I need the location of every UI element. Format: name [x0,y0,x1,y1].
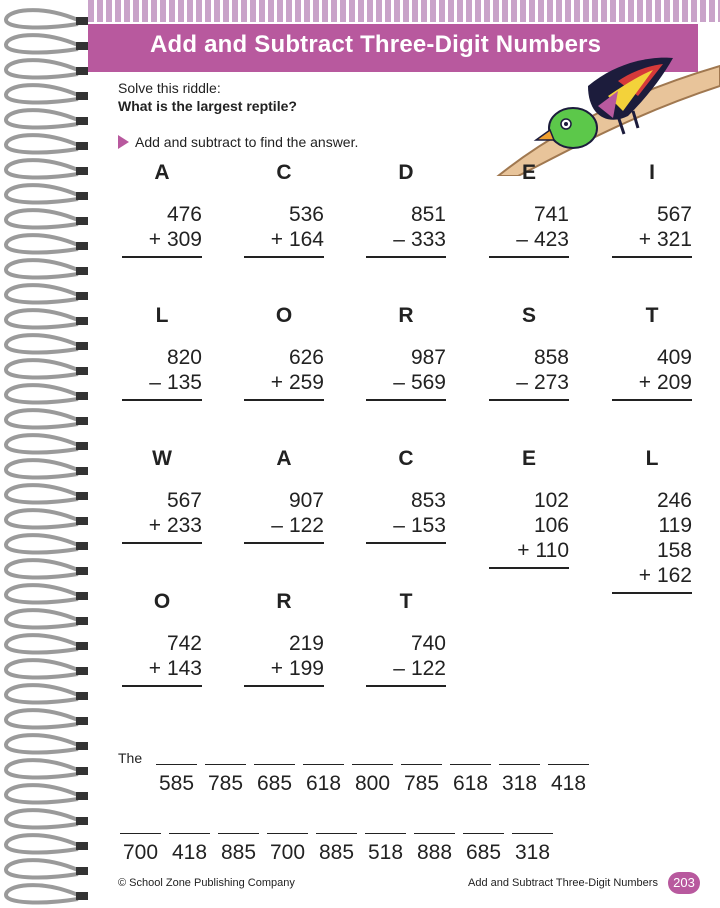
letter-blank[interactable] [316,827,357,834]
answer-line [612,399,692,402]
operator: – [516,228,528,251]
answer-cell [397,758,446,796]
letter-blank[interactable] [352,758,393,765]
spiral-hole [76,192,88,200]
operand: 143 [166,657,202,680]
problem-number [366,513,446,538]
spiral-hole [76,742,88,750]
answer-line [244,685,324,688]
operator: + [270,371,283,394]
spiral-hole [76,717,88,725]
problem-number [366,202,446,227]
letter-blank[interactable] [218,827,259,834]
problem-number [489,488,569,513]
problem-number [122,488,202,513]
answer-cell [152,758,201,796]
spiral-ring [6,510,78,527]
problem-number [244,227,324,252]
answer-cell [263,827,312,865]
operand: 851 [410,203,446,226]
problem-number [612,538,692,563]
operand: 110 [535,539,569,562]
problem-14 [489,444,569,570]
answer-line [489,399,569,402]
spiral-hole [76,167,88,175]
operand: 409 [656,346,692,369]
spiral-hole [76,117,88,125]
spiral-hole [76,92,88,100]
answer-number: 685 [465,841,502,864]
answer-line [122,542,202,545]
spiral-ring [6,660,78,677]
answer-number: 785 [403,772,440,795]
letter-blank[interactable] [205,758,246,765]
problem-letter: R [398,304,414,327]
answer-cell [312,827,361,865]
operand: 536 [288,203,324,226]
answer-line [366,542,446,545]
operand: 987 [410,346,446,369]
operator: – [516,371,528,394]
problem-number [122,227,202,252]
answer-line [489,256,569,259]
problem-9 [489,301,569,402]
problem-16 [122,587,202,688]
spiral-ring [6,85,78,102]
spiral-hole [76,642,88,650]
spiral-ring [6,760,78,777]
problem-number [366,631,446,656]
problem-number [244,631,324,656]
spiral-binding [0,0,100,908]
spiral-hole [76,542,88,550]
spiral-hole [76,842,88,850]
problem-4 [489,158,569,259]
copyright: © School Zone Publishing Company [118,877,295,889]
operator: – [149,371,161,394]
spiral-ring [6,885,78,902]
problem-10 [612,301,692,402]
operand: 853 [410,489,446,512]
answer-cell [201,758,250,796]
spiral-hole [76,417,88,425]
operand: 122 [410,657,446,680]
answer-cell [214,827,263,865]
operand: 153 [410,514,446,537]
spiral-hole [76,617,88,625]
spiral-ring [6,835,78,852]
letter-blank[interactable] [401,758,442,765]
operand: 102 [533,489,569,512]
problem-number [366,488,446,513]
spiral-hole [76,367,88,375]
spiral-hole [76,792,88,800]
problem-number [366,227,446,252]
answer-line [612,256,692,259]
answer-cell [299,758,348,796]
problem-number [489,227,569,252]
problem-6 [122,301,202,402]
problem-letter: O [153,590,171,613]
operand: 106 [533,514,569,537]
operand: 333 [410,228,446,251]
operator: + [148,657,161,680]
spiral-ring [6,60,78,77]
operand: 820 [166,346,202,369]
problem-number [612,345,692,370]
answer-line [122,685,202,688]
problem-15 [612,444,692,595]
problem-13 [366,444,446,545]
spiral-ring [6,110,78,127]
spiral-ring [6,810,78,827]
letter-blank[interactable] [267,827,308,834]
answer-cell [250,758,299,796]
letter-blank[interactable] [414,827,455,834]
problem-18 [366,587,446,688]
answer-line [366,256,446,259]
problem-number [122,513,202,538]
problem-2 [244,158,324,259]
problem-letter: T [399,590,413,613]
problem-17 [244,587,324,688]
operator: + [638,228,651,251]
letter-blank[interactable] [303,758,344,765]
letter-blank[interactable] [463,827,504,834]
problem-number [489,202,569,227]
spiral-ring [6,785,78,802]
problem-number [489,538,569,563]
problem-number [244,513,324,538]
spiral-hole [76,292,88,300]
answer-number: 418 [171,841,208,864]
answer-number: 318 [514,841,551,864]
problem-number [612,370,692,395]
spiral-ring [6,860,78,877]
problem-number [366,656,446,681]
operand: 162 [656,564,692,587]
operand: 233 [166,514,202,537]
operand: 273 [533,371,569,394]
operator: – [393,228,405,251]
operand: 199 [288,657,324,680]
letter-blank[interactable] [499,758,540,765]
spiral-hole [76,517,88,525]
spiral-ring [6,435,78,452]
answer-cell [348,758,397,796]
spiral-hole [76,392,88,400]
problem-letter: C [276,161,292,184]
problem-number [489,370,569,395]
spiral-ring [6,585,78,602]
problem-letter: L [645,447,659,470]
problem-letter: S [521,304,536,327]
problem-number [244,202,324,227]
spiral-ring [6,35,78,52]
letter-blank[interactable] [512,827,553,834]
problem-number [122,202,202,227]
problem-number [244,345,324,370]
riddle-question: What is the largest reptile? [118,98,297,114]
letter-blank[interactable] [365,827,406,834]
spiral-ring [6,335,78,352]
letter-blank[interactable] [548,758,589,765]
problem-letter: E [521,161,536,184]
spiral-ring [6,135,78,152]
operand: 321 [656,228,692,251]
spiral-ring [6,310,78,327]
answer-number: 585 [158,772,195,795]
answer-number: 785 [207,772,244,795]
answer-cell [544,758,593,796]
problem-7 [244,301,324,402]
operand: 219 [288,632,324,655]
problem-number [122,656,202,681]
problem-letter: A [276,447,292,470]
spiral-hole [76,592,88,600]
answer-line [612,592,692,595]
operand: 569 [410,371,446,394]
answer-line [244,542,324,545]
spiral-ring [6,685,78,702]
problem-12 [244,444,324,545]
answer-row-2 [116,827,557,865]
answer-cell [361,827,410,865]
answer-number: 685 [256,772,293,795]
problem-number [612,513,692,538]
answer-cell [116,827,165,865]
problem-number [366,370,446,395]
spiral-ring [6,610,78,627]
problem-8 [366,301,446,402]
problem-letter: A [154,161,170,184]
problem-number [612,202,692,227]
spiral-ring [6,385,78,402]
letter-blank[interactable] [120,827,161,834]
answer-line [489,567,569,570]
operator: + [517,539,530,562]
spiral-hole [76,867,88,875]
spiral-ring [6,560,78,577]
problem-letter: D [398,161,414,184]
answer-number: 885 [318,841,355,864]
problem-number [244,370,324,395]
problem-number [244,488,324,513]
operator: – [393,514,405,537]
spiral-ring [6,285,78,302]
spiral-hole [76,667,88,675]
answer-cell [410,827,459,865]
answer-cell [495,758,544,796]
operand: 476 [166,203,202,226]
operand: 858 [533,346,569,369]
operand: 567 [656,203,692,226]
answer-number: 418 [550,772,587,795]
spiral-hole [76,442,88,450]
spiral-ring [6,160,78,177]
operand: 209 [656,371,692,394]
spiral-hole [76,467,88,475]
answer-line [366,685,446,688]
problem-letter: C [398,447,414,470]
spiral-hole [76,817,88,825]
operator: + [638,564,651,587]
answer-number: 518 [367,841,404,864]
problem-number [612,227,692,252]
spiral-hole [76,142,88,150]
letter-blank[interactable] [254,758,295,765]
operand: 164 [288,228,324,251]
operator: – [393,371,405,394]
answer-cell [459,827,508,865]
spiral-hole [76,692,88,700]
problem-number [122,345,202,370]
operand: 907 [288,489,324,512]
spiral-hole [76,492,88,500]
operand: 423 [533,228,569,251]
problem-number [244,656,324,681]
operator: – [271,514,283,537]
spiral-hole [76,17,88,25]
answer-number: 700 [122,841,159,864]
answer-cell [165,827,214,865]
spiral-ring [6,635,78,652]
answer-line [244,399,324,402]
operator: + [270,657,283,680]
problem-letter: T [645,304,659,327]
operator: + [148,514,161,537]
problem-number [489,513,569,538]
top-stripe [88,0,720,22]
instruction-text: Add and subtract to find the answer. [135,134,359,150]
letter-blank[interactable] [169,827,210,834]
spiral-ring [6,235,78,252]
problem-letter: O [275,304,293,327]
spiral-hole [76,42,88,50]
answer-line [122,399,202,402]
spiral-hole [76,317,88,325]
answer-number: 618 [305,772,342,795]
spiral-ring [6,210,78,227]
spiral-ring [6,185,78,202]
problem-letter: W [152,447,172,470]
answer-label: The [118,750,143,766]
spiral-ring [6,535,78,552]
spiral-ring [6,460,78,477]
operator: – [393,657,405,680]
letter-blank[interactable] [450,758,491,765]
answer-line [244,256,324,259]
spiral-ring [6,10,78,27]
answer-number: 885 [220,841,257,864]
riddle-intro: Solve this riddle: [118,80,221,96]
instruction [118,134,358,150]
problem-number [122,370,202,395]
problem-letter: E [521,447,536,470]
spiral-hole [76,892,88,900]
problem-11 [122,444,202,545]
operand: 135 [166,371,202,394]
problem-letter: R [276,590,292,613]
operator: + [270,228,283,251]
spiral-hole [76,267,88,275]
problem-number [366,345,446,370]
spiral-ring [6,735,78,752]
answer-cell [446,758,495,796]
spiral-hole [76,342,88,350]
spiral-hole [76,67,88,75]
spiral-hole [76,217,88,225]
spiral-ring [6,360,78,377]
page-title: Add and Subtract Three-Digit Numbers [150,31,602,58]
answer-number: 318 [501,772,538,795]
operator: + [638,371,651,394]
operand: 742 [166,632,202,655]
problem-number [122,631,202,656]
problem-number [612,488,692,513]
spiral-hole [76,567,88,575]
operand: 158 [656,539,692,562]
operand: 119 [658,514,692,537]
arrow-icon [118,135,129,149]
problem-letter: L [155,304,169,327]
answer-row-1 [152,758,593,796]
answer-number: 888 [416,841,453,864]
problem-3 [366,158,446,259]
spiral-ring [6,260,78,277]
problem-1 [122,158,202,259]
operand: 740 [410,632,446,655]
spiral-hole [76,767,88,775]
problem-number [489,345,569,370]
answer-line [366,399,446,402]
operand: 626 [288,346,324,369]
footer-section: Add and Subtract Three-Digit Numbers [468,877,658,889]
answer-number: 800 [354,772,391,795]
spiral-ring [6,410,78,427]
page-number: 203 [668,872,700,894]
operand: 567 [166,489,202,512]
operator: + [148,228,161,251]
answer-line [122,256,202,259]
operand: 122 [288,514,324,537]
spiral-ring [6,485,78,502]
answer-number: 700 [269,841,306,864]
operand: 309 [166,228,202,251]
operand: 741 [533,203,569,226]
letter-blank[interactable] [156,758,197,765]
problem-5 [612,158,692,259]
problem-letter: I [649,161,655,184]
answer-cell [508,827,557,865]
operand: 259 [288,371,324,394]
operand: 246 [656,489,692,512]
answer-number: 618 [452,772,489,795]
spiral-ring [6,710,78,727]
problem-number [612,563,692,588]
spiral-hole [76,242,88,250]
